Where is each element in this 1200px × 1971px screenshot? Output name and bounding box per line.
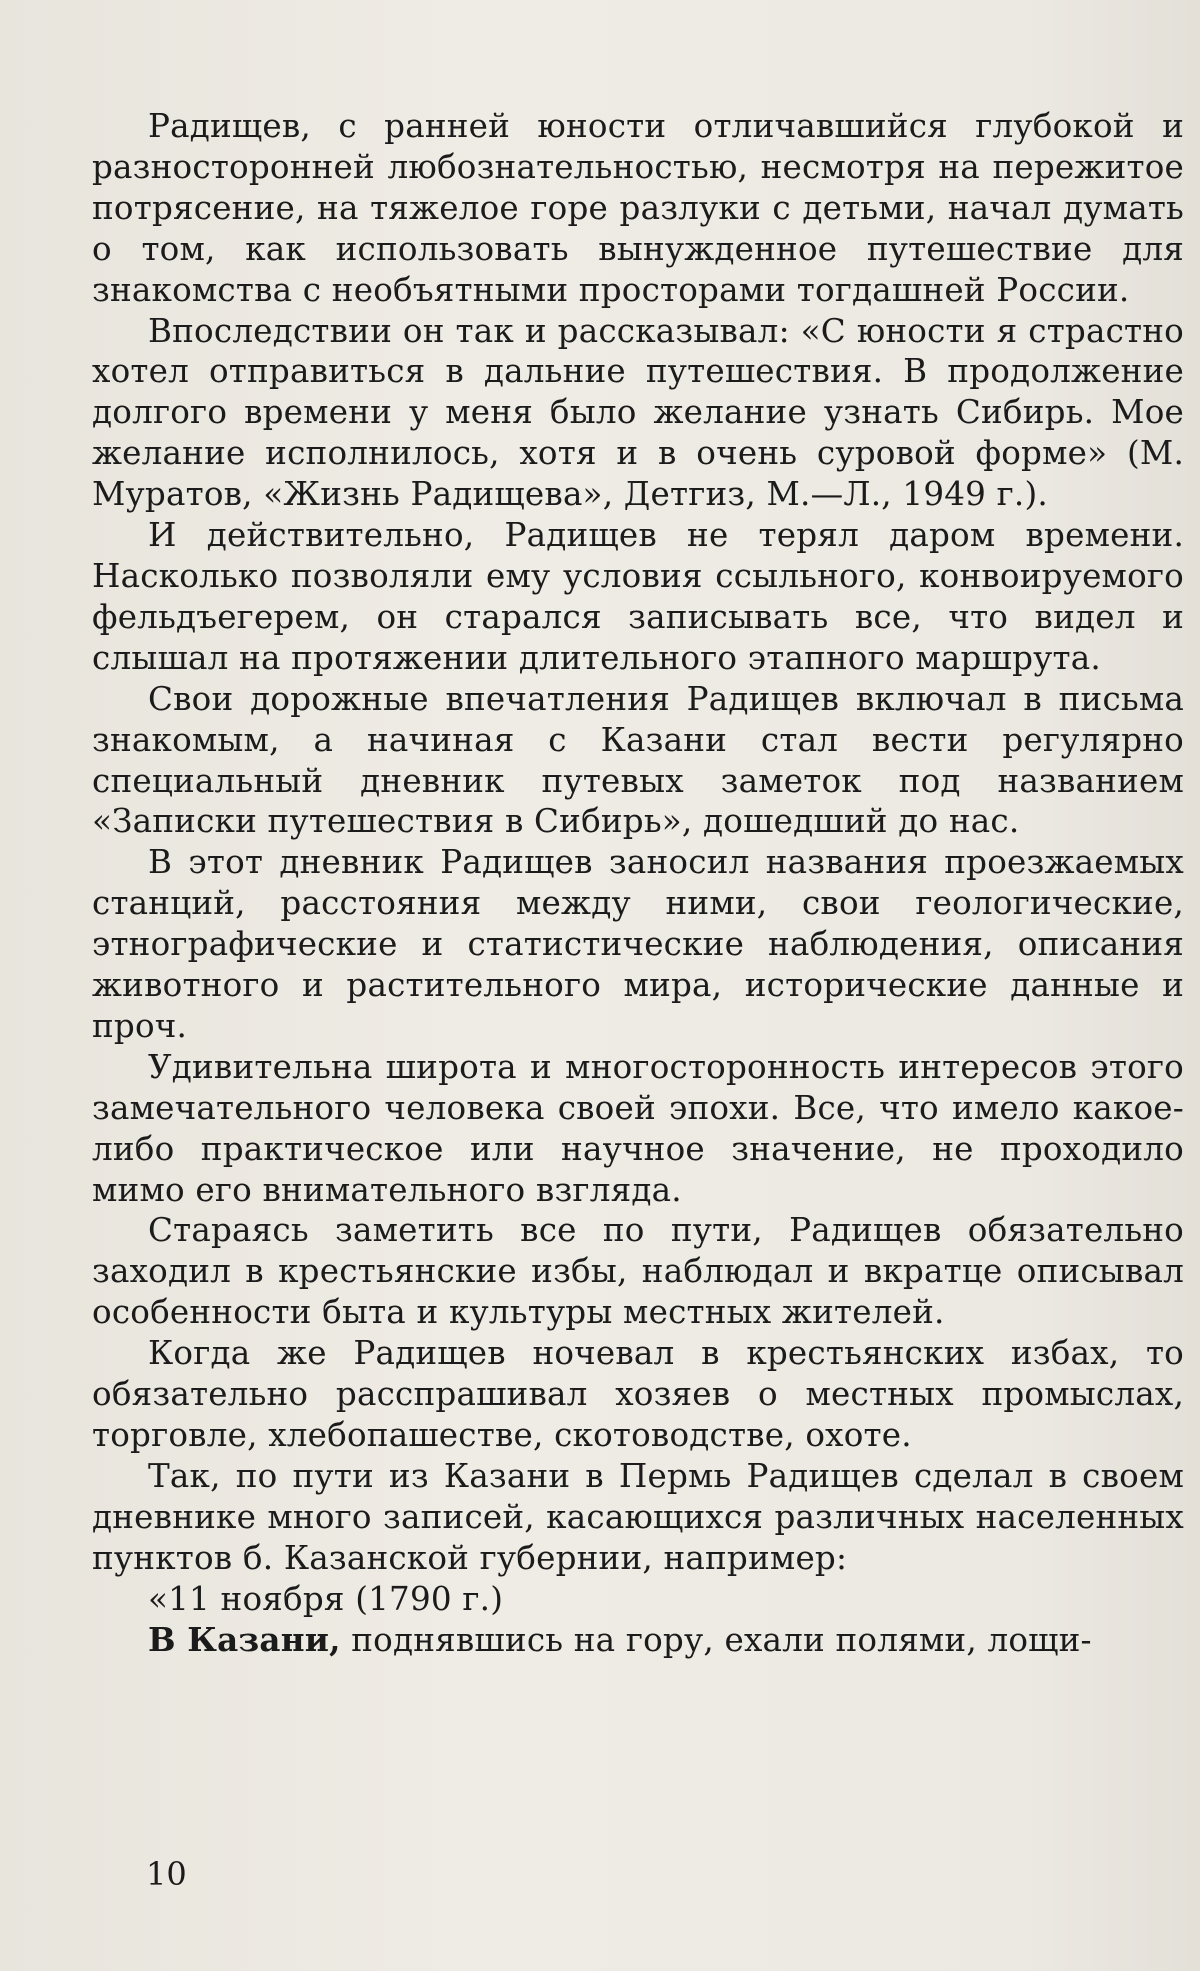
paragraph: Свои дорожные впечатления Радищев включал в письма знакомым, а начиная с Казани стал вести регулярно специальный дневник путевых заметок под названием «Записки путешествия в Сибирь», дошедший до нас. (92, 679, 1184, 841)
quote-line (92, 1620, 1184, 1661)
paragraph: Впоследствии он так и рассказывал: «С юности я страстно хотел отправиться в дальние путешествия. В продолжение долгого времени у меня было желание узнать Сибирь. Мое желание исполнилось, хотя и в очень суровой форме» (М. Муратов, «Жизнь Радищева», Детгиз, М.—Л., 1949 г.). (92, 311, 1184, 514)
paragraph: Удивительна широта и многосторонность интересов этого замечательного человека своей эпохи. Все, что имело какое-либо практическое или научное значение, не проходило мимо его внимательного взгляда. (92, 1047, 1184, 1209)
quote-heading: «11 ноября (1790 г.) (148, 1579, 504, 1618)
paragraph: Радищев, с ранней юности отличавшийся глубокой и разносторонней любознательностью, несмотря на пережитое потрясение, на тяжелое горе разлуки с детьми, начал думать о том, как использовать вынужденное путешествие для знакомства с необъятными просторами тогдашней России. (92, 107, 1184, 309)
quote-rest: поднявшись на гору, ехали полями, лощи- (340, 1620, 1092, 1659)
paragraph: И действительно, Радищев не терял даром времени. Насколько позволяли ему условия ссыльного, конвоируемого фельдъегерем, он старался записывать все, что видел и слышал на протяжении длительного этапного маршрута. (92, 516, 1184, 677)
paragraph: Так, по пути из Казани в Пермь Радищев сделал в своем дневнике много записей, касающихся различных населенных пунктов б. Казанской губернии, например: (92, 1456, 1184, 1577)
paragraph: Когда же Радищев ночевал в крестьянских избах, то обязательно расспрашивал хозяев о местных промыслах, торговле, хлебопашестве, скотоводстве, охоте. (92, 1334, 1184, 1454)
quote-lead: В Казани, (148, 1619, 341, 1659)
paragraph: Стараясь заметить все по пути, Радищев обязательно заходил в крестьянские избы, наблюдал и вкратце описывал особенности быта и культуры местных жителей. (92, 1211, 1184, 1332)
body-text (92, 106, 1184, 1660)
page-number: 10 (146, 1855, 187, 1893)
paragraph: В этот дневник Радищев заносил названия проезжаемых станций, расстояния между ними, свои геологические, этнографические и статистические наблюдения, описания животного и растительного мира, исторические данные и проч. (92, 843, 1184, 1045)
